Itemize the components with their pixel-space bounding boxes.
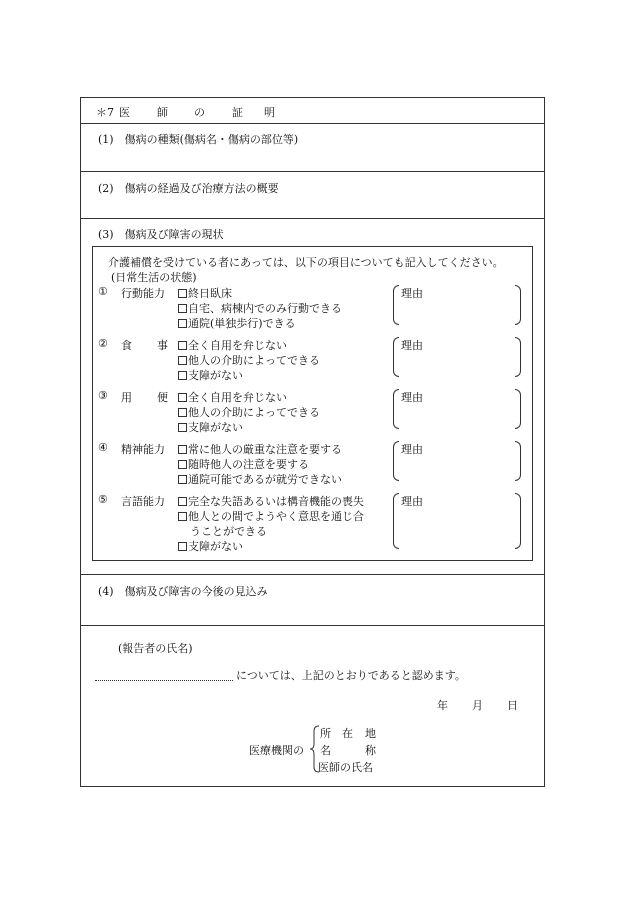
title-char: の xyxy=(194,106,205,119)
option-continuation: うことができる xyxy=(190,525,267,538)
item-label-char: 食 xyxy=(121,339,132,352)
reason-field[interactable] xyxy=(393,441,521,481)
item-label-language: 言語能力 xyxy=(121,495,165,508)
checkbox-icon xyxy=(178,319,187,328)
right-bracket-icon xyxy=(515,285,521,325)
checkbox-icon xyxy=(178,445,187,454)
item-label-char: 用 xyxy=(121,391,132,404)
checkbox-option[interactable]: 全く自用を弁じない xyxy=(178,337,287,353)
institution-label: 医療機関の xyxy=(249,744,304,757)
checkbox-icon xyxy=(178,460,187,469)
name-field-char: 名 xyxy=(320,744,331,757)
checkbox-option[interactable]: 他人との間でようやく意思を通じ合 xyxy=(178,508,364,524)
section-1-heading: (1) 傷病の種類(傷病名・傷病の部位等) xyxy=(98,133,299,146)
address-field-char: 地 xyxy=(365,727,376,740)
checkbox-option[interactable]: 常に他人の厳重な注意を要する xyxy=(178,441,342,457)
reason-label: 理由 xyxy=(401,339,423,352)
reason-field[interactable] xyxy=(393,389,521,429)
title-char: 証 xyxy=(232,106,243,119)
section-4-heading: (4) 傷病及び障害の今後の見込み xyxy=(98,585,268,598)
checkbox-option[interactable]: 他人の介助によってできる xyxy=(178,404,320,420)
section-2-heading: (2) 傷病の経過及び治療方法の概要 xyxy=(98,182,279,195)
address-field-char: 所 xyxy=(320,727,331,740)
checkbox-icon xyxy=(178,542,187,551)
divider-4 xyxy=(80,574,545,575)
care-subheading: (日常生活の状態) xyxy=(111,271,197,284)
right-bracket-icon xyxy=(515,337,521,377)
reason-field[interactable] xyxy=(393,285,521,325)
title-char: 明 xyxy=(264,106,275,119)
reporter-name-line[interactable] xyxy=(95,680,233,681)
checkbox-icon xyxy=(178,304,187,313)
checkbox-icon xyxy=(178,371,187,380)
item-number: ⑤ xyxy=(98,493,108,506)
checkbox-option[interactable]: 支障がない xyxy=(178,367,243,383)
reason-label: 理由 xyxy=(401,495,423,508)
divider-5 xyxy=(80,625,545,626)
item-label-char: 事 xyxy=(157,339,168,352)
checkbox-option[interactable]: 全く自用を弁じない xyxy=(178,389,287,405)
checkbox-icon xyxy=(178,356,187,365)
checkbox-icon xyxy=(178,408,187,417)
item-number: ③ xyxy=(98,389,108,402)
title-char: 師 xyxy=(157,106,168,119)
reason-label: 理由 xyxy=(401,391,423,404)
item-number: ① xyxy=(98,285,108,298)
checkbox-option[interactable]: 随時他人の注意を要する xyxy=(178,456,309,472)
doctor-name-label: 医師の氏名 xyxy=(318,761,373,774)
section-3-heading: (3) 傷病及び障害の現状 xyxy=(98,228,224,241)
checkbox-option[interactable]: 他人の介助によってできる xyxy=(178,352,320,368)
checkbox-icon xyxy=(178,393,187,402)
left-bracket-icon xyxy=(393,493,399,549)
checkbox-icon xyxy=(178,497,187,506)
checkbox-option[interactable]: 通院可能であるが就労できない xyxy=(178,471,342,487)
name-field-char: 称 xyxy=(365,744,376,757)
left-bracket-icon xyxy=(393,441,399,481)
right-bracket-icon xyxy=(515,389,521,429)
date-month: 月 xyxy=(472,699,483,712)
left-bracket-icon xyxy=(393,389,399,429)
right-bracket-icon xyxy=(515,493,521,549)
reason-field[interactable] xyxy=(393,337,521,377)
checkbox-icon xyxy=(178,512,187,521)
divider-2 xyxy=(80,171,545,172)
care-note: 介護補償を受けている者にあっては、以下の項目についても記入してください。 xyxy=(108,256,504,269)
checkbox-option[interactable]: 完全な失語あるいは構音機能の喪失 xyxy=(178,493,364,509)
item-label-char: 便 xyxy=(157,391,168,404)
checkbox-icon xyxy=(178,341,187,350)
reason-field[interactable] xyxy=(393,493,521,549)
item-number: ④ xyxy=(98,441,108,454)
divider-1 xyxy=(80,123,545,124)
title-prefix: ＊7 xyxy=(96,106,114,119)
item-label-mobility: 行動能力 xyxy=(121,287,165,300)
date-year: 年 xyxy=(437,699,448,712)
checkbox-icon xyxy=(178,423,187,432)
item-number: ② xyxy=(98,337,108,350)
reason-label: 理由 xyxy=(401,443,423,456)
title-char: 医 xyxy=(119,106,130,119)
date-day: 日 xyxy=(507,699,518,712)
checkbox-option[interactable]: 支障がない xyxy=(178,419,243,435)
left-bracket-icon xyxy=(393,285,399,325)
certification-statement: については、上記のとおりであると認めます。 xyxy=(236,669,466,682)
divider-3 xyxy=(80,218,545,219)
checkbox-icon xyxy=(178,475,187,484)
right-bracket-icon xyxy=(515,441,521,481)
left-bracket-icon xyxy=(393,337,399,377)
address-field-char: 在 xyxy=(342,727,353,740)
checkbox-option[interactable]: 自宅、病棟内でのみ行動できる xyxy=(178,300,342,316)
item-label-mental: 精神能力 xyxy=(121,443,165,456)
reason-label: 理由 xyxy=(401,287,423,300)
reporter-label: (報告者の氏名) xyxy=(118,642,193,655)
checkbox-option[interactable]: 通院(単独歩行)できる xyxy=(178,315,296,331)
checkbox-icon xyxy=(178,289,187,298)
checkbox-option[interactable]: 支障がない xyxy=(178,538,243,554)
checkbox-option[interactable]: 終日臥床 xyxy=(178,285,232,301)
